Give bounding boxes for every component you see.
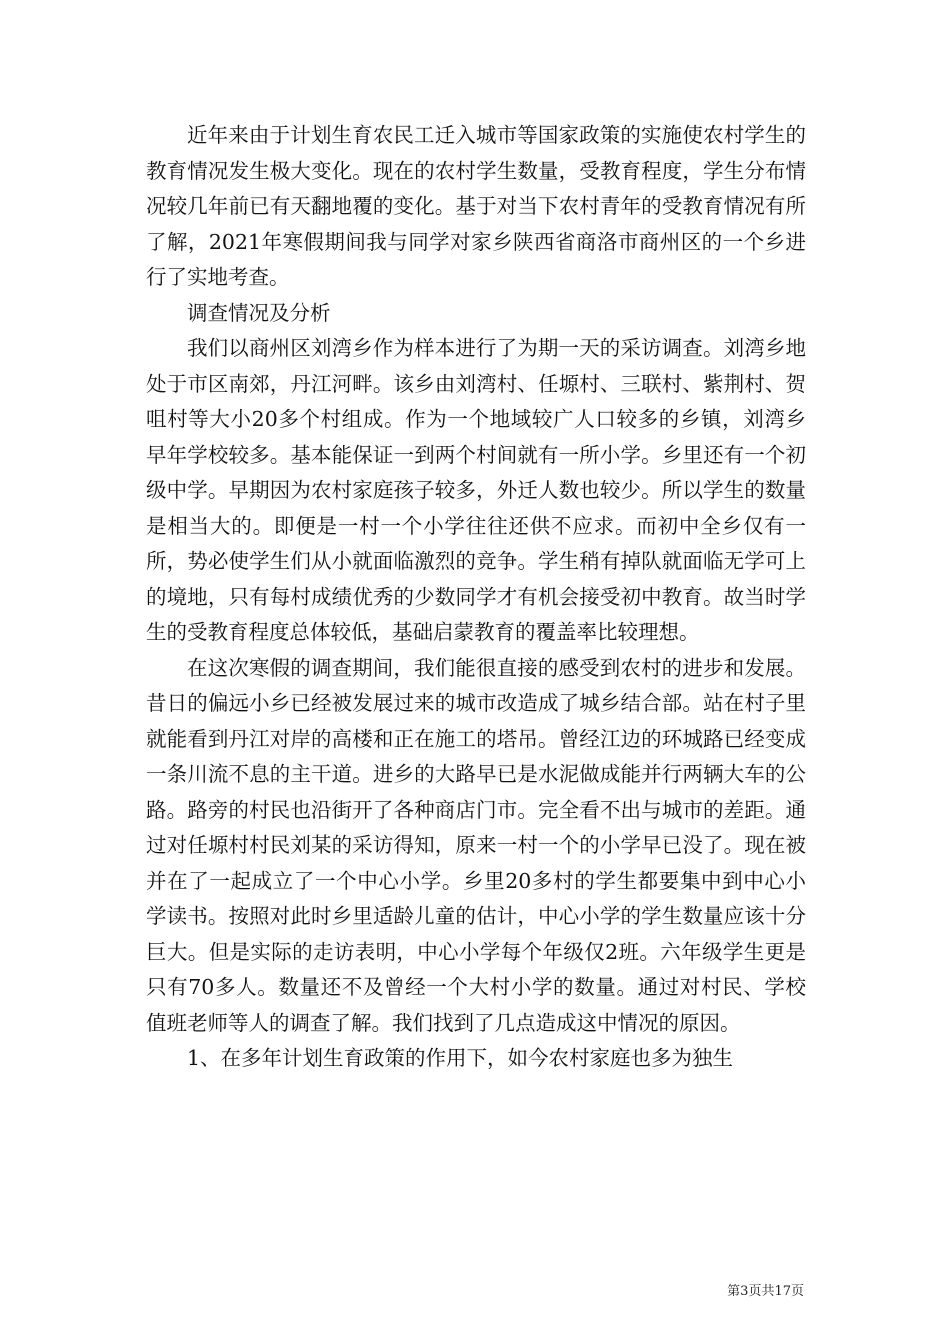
document-body [146,118,806,1077]
section-heading: 调查情况及分析 [187,300,331,325]
paragraph-reason-1: 1、在多年计划生育政策的作用下，如今农村家庭也多为独生 [187,1046,734,1070]
paragraph-findings: 在这次寒假的调查期间，我们能很直接的感受到农村的进步和发展。昔日的偏远小乡已经被发展过来的城市改造成了城乡结合部。站在村子里就能看到丹江对岸的高楼和正在施工的塔吊。曾经江边的环城路已经变成一条川流不息的主干道。进乡的大路早已是水泥做成能并行两辆大车的公路。路旁的村民也沿街开了各种商店门市。完全看不出与城市的差距。通过对任塬村村民刘某的采访得知，原来一村一个的小学早已没了。现在被并在了一起成立了一个中心小学。乡里20多村的学生都要集中到中心小学读书。按照对此时乡里适龄儿童的估计，中心小学的学生数量应该十分巨大。但是实际的走访表明，中心小学每个年级仅2班。六年级学生更是只有70多人。数量还不及曾经一个大村小学的数量。通过对村民、学校值班老师等人的调查了解。我们找到了几点造成这中情况的原因。 [146,655,806,1035]
page-number-footer: 第3页共17页 [727,1284,804,1299]
paragraph-survey: 我们以商州区刘湾乡作为样本进行了为期一天的采访调查。刘湾乡地处于市区南郊，丹江河畔。该乡由刘湾村、任塬村、三联村、紫荆村、贺咀村等大小20多个村组成。作为一个地域较广人口较多的乡镇，刘湾乡早年学校较多。基本能保证一到两个村间就有一所小学。乡里还有一个初级中学。早期因为农村家庭孩子较多，外迁人数也较少。所以学生的数量是相当大的。即便是一村一个小学往往还供不应求。而初中全乡仅有一所，势必使学生们从小就面临激烈的竞争。学生稍有掉队就面临无学可上的境地，只有每村成绩优秀的少数同学才有机会接受初中教育。故当时学生的受教育程度总体较低，基础启蒙教育的覆盖率比较理想。 [146,336,806,644]
paragraph-intro: 近年来由于计划生育农民工迁入城市等国家政策的实施使农村学生的教育情况发生极大变化。现在的农村学生数量，受教育程度，学生分布情况较几年前已有天翻地覆的变化。基于对当下农村青年的受教育情况有所了解，2021年寒假期间我与同学对家乡陕西省商洛市商州区的一个乡进行了实地考查。 [146,123,806,289]
